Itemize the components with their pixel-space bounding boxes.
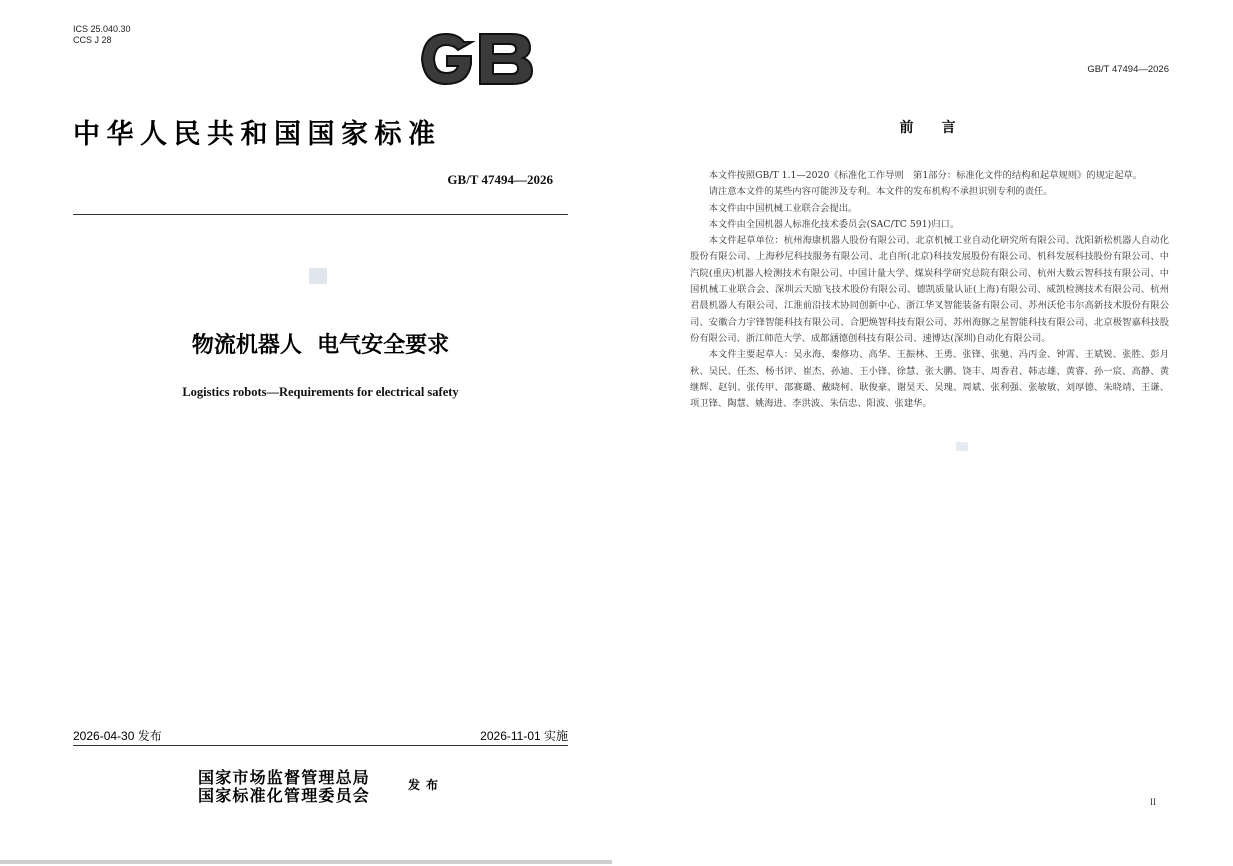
page-number: II (1150, 797, 1156, 807)
foreword-title: 前言 (899, 120, 984, 136)
cover-page (0, 0, 612, 866)
foreword-body (690, 168, 1169, 412)
publish-date: 2026-04-30 发布 (73, 729, 162, 743)
paragraph-drafting-units: 本文件起草单位：杭州海康机器人股份有限公司、北京机械工业自动化研究所有限公司、沈阳新松机器人自动化股份有限公司、上海秒尼科技服务有限公司、北自所(北京)科技发展股份有限公司、机科发展科技股份有限公司、中汽院(重庆)机器人检测技术有限公司、中国计量大学、煤炭科学研究总院有限公司、杭州大数云智科技有限公司、中国机械工业联合会、深圳云天励飞技术股份有限公司、德凯质量认证(上海)有限公司、威凯检测技术有限公司、杭州君晨机器人有限公司、江淮前沿技术协同创新中心、浙江华叉智能装备有限公司、苏州沃伦韦尔高新技术股份有限公司、安徽合力宇锋智能科技有限公司、合肥焕智科技有限公司、苏州海豚之星智能科技有限公司、北京极智嘉科技股份有限公司、浙江师范大学、成都涵德创科技有限公司、速博达(深圳)自动化有限公司。 (690, 235, 1169, 344)
gb-logo-icon (414, 28, 538, 90)
classification-codes (73, 24, 131, 46)
top-divider (73, 214, 568, 215)
foreword-page (622, 0, 1233, 866)
issuer-samr: 国家市场监督管理总局 (198, 768, 371, 787)
document-title-cn: 物流机器人 电气安全要求 (191, 333, 450, 358)
issuer-sac: 国家标准化管理委员会 (198, 786, 371, 805)
ics-code: ICS 25.040.30 (73, 24, 131, 34)
paragraph-drafting-rules: 本文件按照GB/T 1.1—2020《标准化工作导则 第1部分：标准化文件的结构和起草规则》的规定起草。 (708, 170, 1143, 181)
ccs-code: CCS J 28 (73, 35, 112, 45)
horizontal-scrollbar[interactable] (0, 860, 612, 864)
paragraph-proposer: 本文件由中国机械工业联合会提出。 (708, 202, 858, 214)
bottom-divider (73, 745, 568, 746)
issue-label: 发布 (408, 778, 445, 792)
seal-mark (956, 442, 968, 451)
implement-date: 2026-11-01 实施 (480, 729, 568, 743)
paragraph-committee: 本文件由全国机器人标准化技术委员会(SAC/TC 591)归口。 (708, 218, 960, 230)
standard-number: GB/T 47494—2026 (447, 172, 553, 187)
paragraph-drafters: 本文件主要起草人：吴永海、秦修功、高华、王振林、王勇、张锋、张驰、冯丙金、钟霄、王斌锐、张胜、彭月秋、吴民、任杰、杨书评、崔杰、孙迪、王小锋、徐慧、张大鹏、饶丰、周香君、韩志雄、黄睿、孙一宸、高静、黄继辉、赵钊、张传甲、邵赛璐、戴晓柯、耿俊豪、谢昊天、吴瑰、周斌、张利强、张敏敏、刘厚德、朱晓靖、王谦、项卫锋、陶慧、姚海进、李洪波、朱信忠、阳波、张建华。 (690, 349, 1169, 410)
seal-mark (309, 268, 327, 284)
national-standard-title: 中华人民共和国国家标准 (73, 119, 442, 150)
document-title-en: Logistics robots—Requirements for electrical safety (182, 385, 459, 399)
paragraph-patent-notice: 请注意本文件的某些内容可能涉及专利。本文件的发布机构不承担识别专利的责任。 (708, 186, 1053, 198)
page-header-number: GB/T 47494—2026 (1087, 64, 1169, 75)
